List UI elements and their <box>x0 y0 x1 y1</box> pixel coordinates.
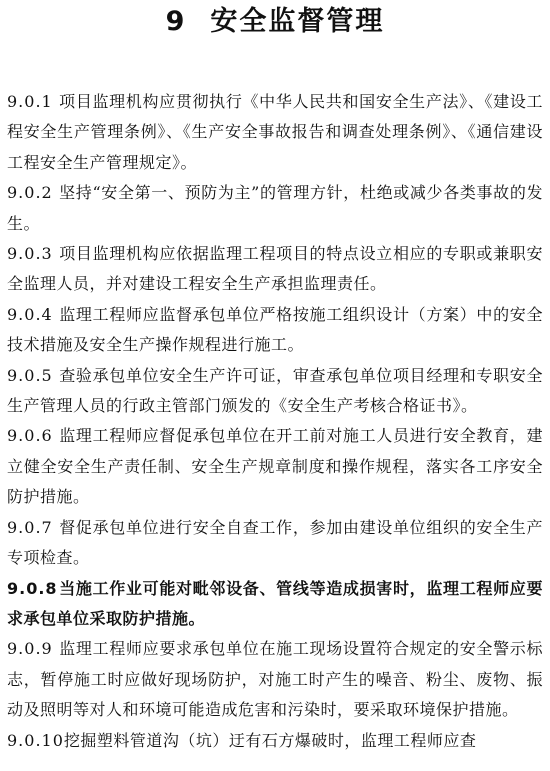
clause-9-0-2 <box>7 178 543 239</box>
clause-9-0-10 <box>7 726 543 756</box>
clause-number: 9.0.2 <box>7 183 53 203</box>
clause-9-0-8 <box>7 574 543 635</box>
clause-text: 项目监理机构应依据监理工程项目的特点设立相应的专职或兼职安全监理人员，并对建设工程安全生产承担监理责任。 <box>7 244 543 294</box>
clause-number: 9.0.4 <box>7 304 53 324</box>
clause-text: 监理工程师应要求承包单位在施工现场设置符合规定的安全警示标志，暂停施工时应做好现场防护，对施工时产生的噪音、粉尘、废物、振动及照明等对人和环境可能造成危害和污染时，要采取环境保护措施。 <box>7 639 543 720</box>
clause-9-0-7 <box>7 513 543 574</box>
clause-text: 当施工作业可能对毗邻设备、管线等造成损害时，监理工程师应要求承包单位采取防护措施。 <box>7 578 543 628</box>
clause-number: 9.0.10 <box>7 730 64 750</box>
clause-9-0-3 <box>7 239 543 300</box>
clause-9-0-4 <box>7 300 543 361</box>
clause-number: 9.0.6 <box>7 426 53 446</box>
clause-9-0-1 <box>7 87 543 178</box>
clause-text: 监理工程师应监督承包单位严格按施工组织设计（方案）中的安全技术措施及安全生产操作规程进行施工。 <box>7 304 543 355</box>
clause-number: 9.0.1 <box>7 92 53 111</box>
clause-list <box>7 87 543 756</box>
clause-number: 9.0.3 <box>7 244 53 264</box>
clause-text: 督促承包单位进行安全自查工作，参加由建设单位组织的安全生产专项检查。 <box>7 517 543 568</box>
chapter-heading <box>0 2 550 42</box>
clause-number: 9.0.5 <box>7 365 53 385</box>
clause-9-0-6 <box>7 421 543 512</box>
clause-number: 9.0.7 <box>7 517 53 537</box>
clause-text: 监理工程师应督促承包单位在开工前对施工人员进行安全教育，建立健全安全生产责任制、安全生产规章制度和操作规程，落实各工序安全防护措施。 <box>7 426 543 507</box>
chapter-number: 9 <box>165 6 187 37</box>
clause-text: 项目监理机构应贯彻执行《中华人民共和国安全生产法》、《建设工程安全生产管理条例》、《生产安全事故报告和调查处理条例》、《通信建设工程安全生产管理规定》。 <box>7 92 543 172</box>
clause-9-0-9 <box>7 634 543 725</box>
clause-number: 9.0.8 <box>7 578 58 598</box>
clause-number: 9.0.9 <box>7 639 53 659</box>
clause-text: 坚持“安全第一、预防为主”的管理方针，杜绝或减少各类事故的发生。 <box>7 183 543 233</box>
clause-text: 查验承包单位安全生产许可证，审查承包单位项目经理和专职安全生产管理人员的行政主管部门颁发的《安全生产考核合格证书》。 <box>7 365 543 416</box>
clause-text: 挖掘塑料管道沟（坑）迂有石方爆破时，监理工程师应查 <box>63 730 477 750</box>
clause-9-0-5 <box>7 361 543 422</box>
chapter-title: 安全监督管理 <box>210 6 385 37</box>
